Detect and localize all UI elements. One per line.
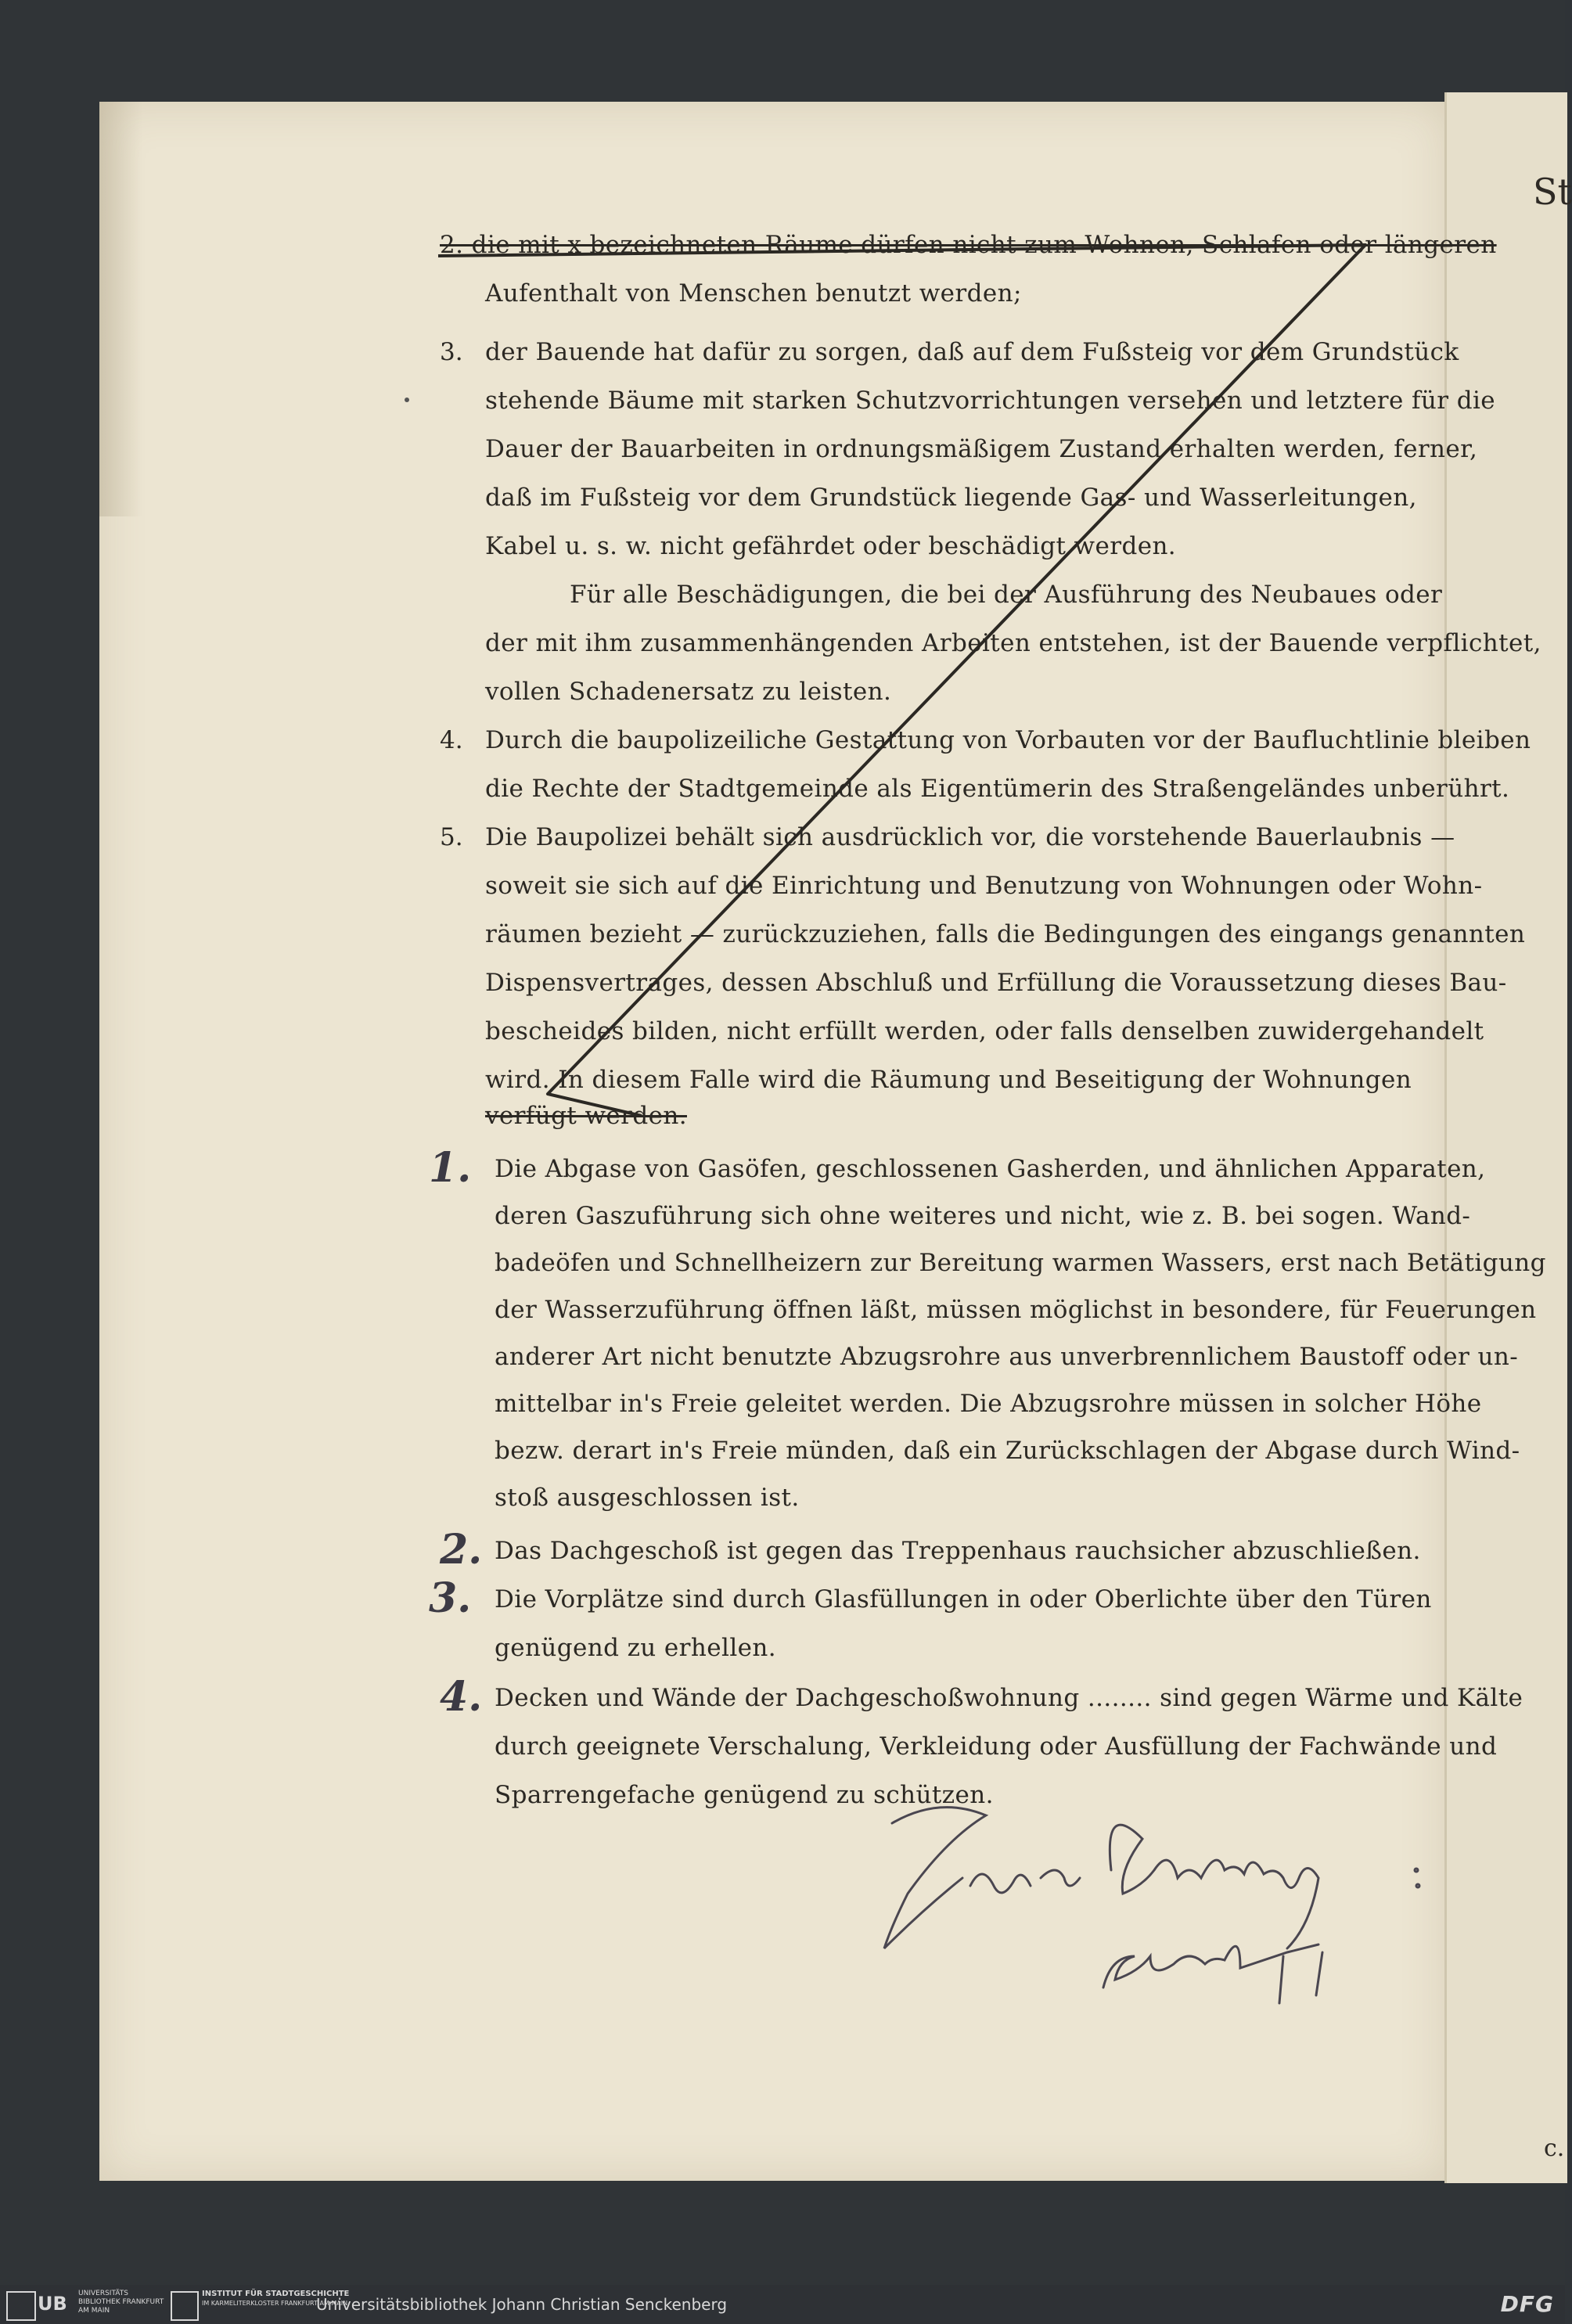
text-line: 2. die mit x bezeichneten Räume dürfen nicht zum Wohnen, Schlafen oder längeren	[440, 231, 1497, 259]
ub-logo-icon	[6, 2291, 36, 2321]
text-line: wird. In diesem Falle wird die Räumung und Beseitigung der Wohnungen	[485, 1066, 1412, 1094]
signature-image	[876, 1792, 1440, 2027]
page-fold-shadow	[99, 102, 142, 516]
text-line: Für alle Beschädigungen, die bei der Ausführung des Neubaues oder	[570, 581, 1443, 609]
text-line: Decken und Wände der Dachgeschoßwohnung ........ sind gegen Wärme und Kälte	[495, 1684, 1523, 1712]
dfg-logo: DFG	[1500, 2291, 1554, 2317]
item-number: 5.	[440, 823, 463, 851]
text-line: Dauer der Bauarbeiten in ordnungsmäßigem Zustand erhalten werden, ferner,	[485, 435, 1478, 463]
text-line: genügend zu erhellen.	[495, 1634, 776, 1662]
isg-subtitle: IM KARMELITERKLOSTER FRANKFURT AM MAIN	[202, 2300, 348, 2307]
text-line: deren Gaszuführung sich ohne weiteres und nicht, wie z. B. bei sogen. Wand-	[495, 1202, 1471, 1230]
ub-label: UB	[38, 2293, 67, 2315]
handwritten-number: 3.	[429, 1574, 472, 1622]
text-line: stoß ausgeschlossen ist.	[495, 1484, 800, 1512]
handwritten-number: 2.	[440, 1526, 483, 1574]
footer-bar	[0, 2285, 1565, 2324]
text-line: soweit sie sich auf die Einrichtung und Benutzung von Wohnungen oder Wohn-	[485, 872, 1483, 900]
handwritten-number: 4.	[440, 1673, 483, 1721]
adjacent-page-text-top: St	[1533, 171, 1572, 213]
text-line: Sparrengefache genügend zu schützen.	[495, 1781, 994, 1809]
text-line: Aufenthalt von Menschen benutzt werden;	[485, 279, 1022, 308]
text-line: die Rechte der Stadtgemeinde als Eigentümerin des Straßengeländes unberührt.	[485, 775, 1510, 803]
text-line: der mit ihm zusammenhängenden Arbeiten entstehen, ist der Bauende verpflichtet,	[485, 629, 1541, 657]
library-name: Universitätsbibliothek Johann Christian Senckenberg	[316, 2295, 728, 2314]
text-line: verfügt werden.	[485, 1102, 687, 1130]
text-line: badeöfen und Schnellheizern zur Bereitung warmen Wassers, erst nach Betätigung	[495, 1249, 1546, 1277]
ub-sublabel: UNIVERSITÄTS BIBLIOTHEK FRANKFURT AM MAIN	[78, 2290, 164, 2315]
text-line: der Bauende hat dafür zu sorgen, daß auf dem Fußsteig vor dem Grundstück	[485, 338, 1459, 366]
item-number: 4.	[440, 726, 463, 754]
handwritten-number: 1.	[429, 1144, 472, 1192]
text-line: Die Abgase von Gasöfen, geschlossenen Gasherden, und ähnlichen Apparaten,	[495, 1155, 1486, 1183]
text-line: Durch die baupolizeiliche Gestattung von Vorbauten vor der Baufluchtlinie bleiben	[485, 726, 1531, 754]
adjacent-page-text-bottom: c.	[1544, 2135, 1565, 2162]
text-line: Die Vorplätze sind durch Glasfüllungen in oder Oberlichte über den Türen	[495, 1585, 1432, 1613]
text-line: Kabel u. s. w. nicht gefährdet oder beschädigt werden.	[485, 532, 1177, 560]
text-line: stehende Bäume mit starken Schutzvorrichtungen versehen und letztere für die	[485, 387, 1496, 415]
text-line: daß im Fußsteig vor dem Grundstück liegende Gas- und Wasserleitungen,	[485, 484, 1417, 512]
text-line: vollen Schadenersatz zu leisten.	[485, 678, 892, 706]
text-line: mittelbar in's Freie geleitet werden. Die Abzugsrohre müssen in solcher Höhe	[495, 1390, 1482, 1418]
text-line: anderer Art nicht benutzte Abzugsrohre aus unverbrennlichem Baustoff oder un-	[495, 1343, 1519, 1371]
text-line: der Wasserzuführung öffnen läßt, müssen möglichst in besondere, für Feuerungen	[495, 1296, 1537, 1324]
isg-logo-icon	[171, 2291, 199, 2321]
item-number: 3.	[440, 338, 463, 366]
text-line: Dispensvertrages, dessen Abschluß und Erfüllung die Voraussetzung dieses Bau-	[485, 969, 1507, 997]
text-line: durch geeignete Verschalung, Verkleidung oder Ausfüllung der Fachwände und	[495, 1732, 1498, 1761]
text-line: bescheides bilden, nicht erfüllt werden, oder falls denselben zuwidergehandelt	[485, 1017, 1484, 1045]
isg-title: INSTITUT FÜR STADTGESCHICHTE	[202, 2290, 350, 2298]
text-line: Die Baupolizei behält sich ausdrücklich vor, die vorstehende Bauerlaubnis —	[485, 823, 1455, 851]
text-line: bezw. derart in's Freie münden, daß ein Zurückschlagen der Abgase durch Wind-	[495, 1437, 1520, 1465]
text-line: Das Dachgeschoß ist gegen das Treppenhaus rauchsicher abzuschließen.	[495, 1537, 1421, 1565]
ink-dot	[405, 398, 409, 402]
text-line: räumen bezieht — zurückzuziehen, falls die Bedingungen des eingangs genannten	[485, 920, 1526, 948]
